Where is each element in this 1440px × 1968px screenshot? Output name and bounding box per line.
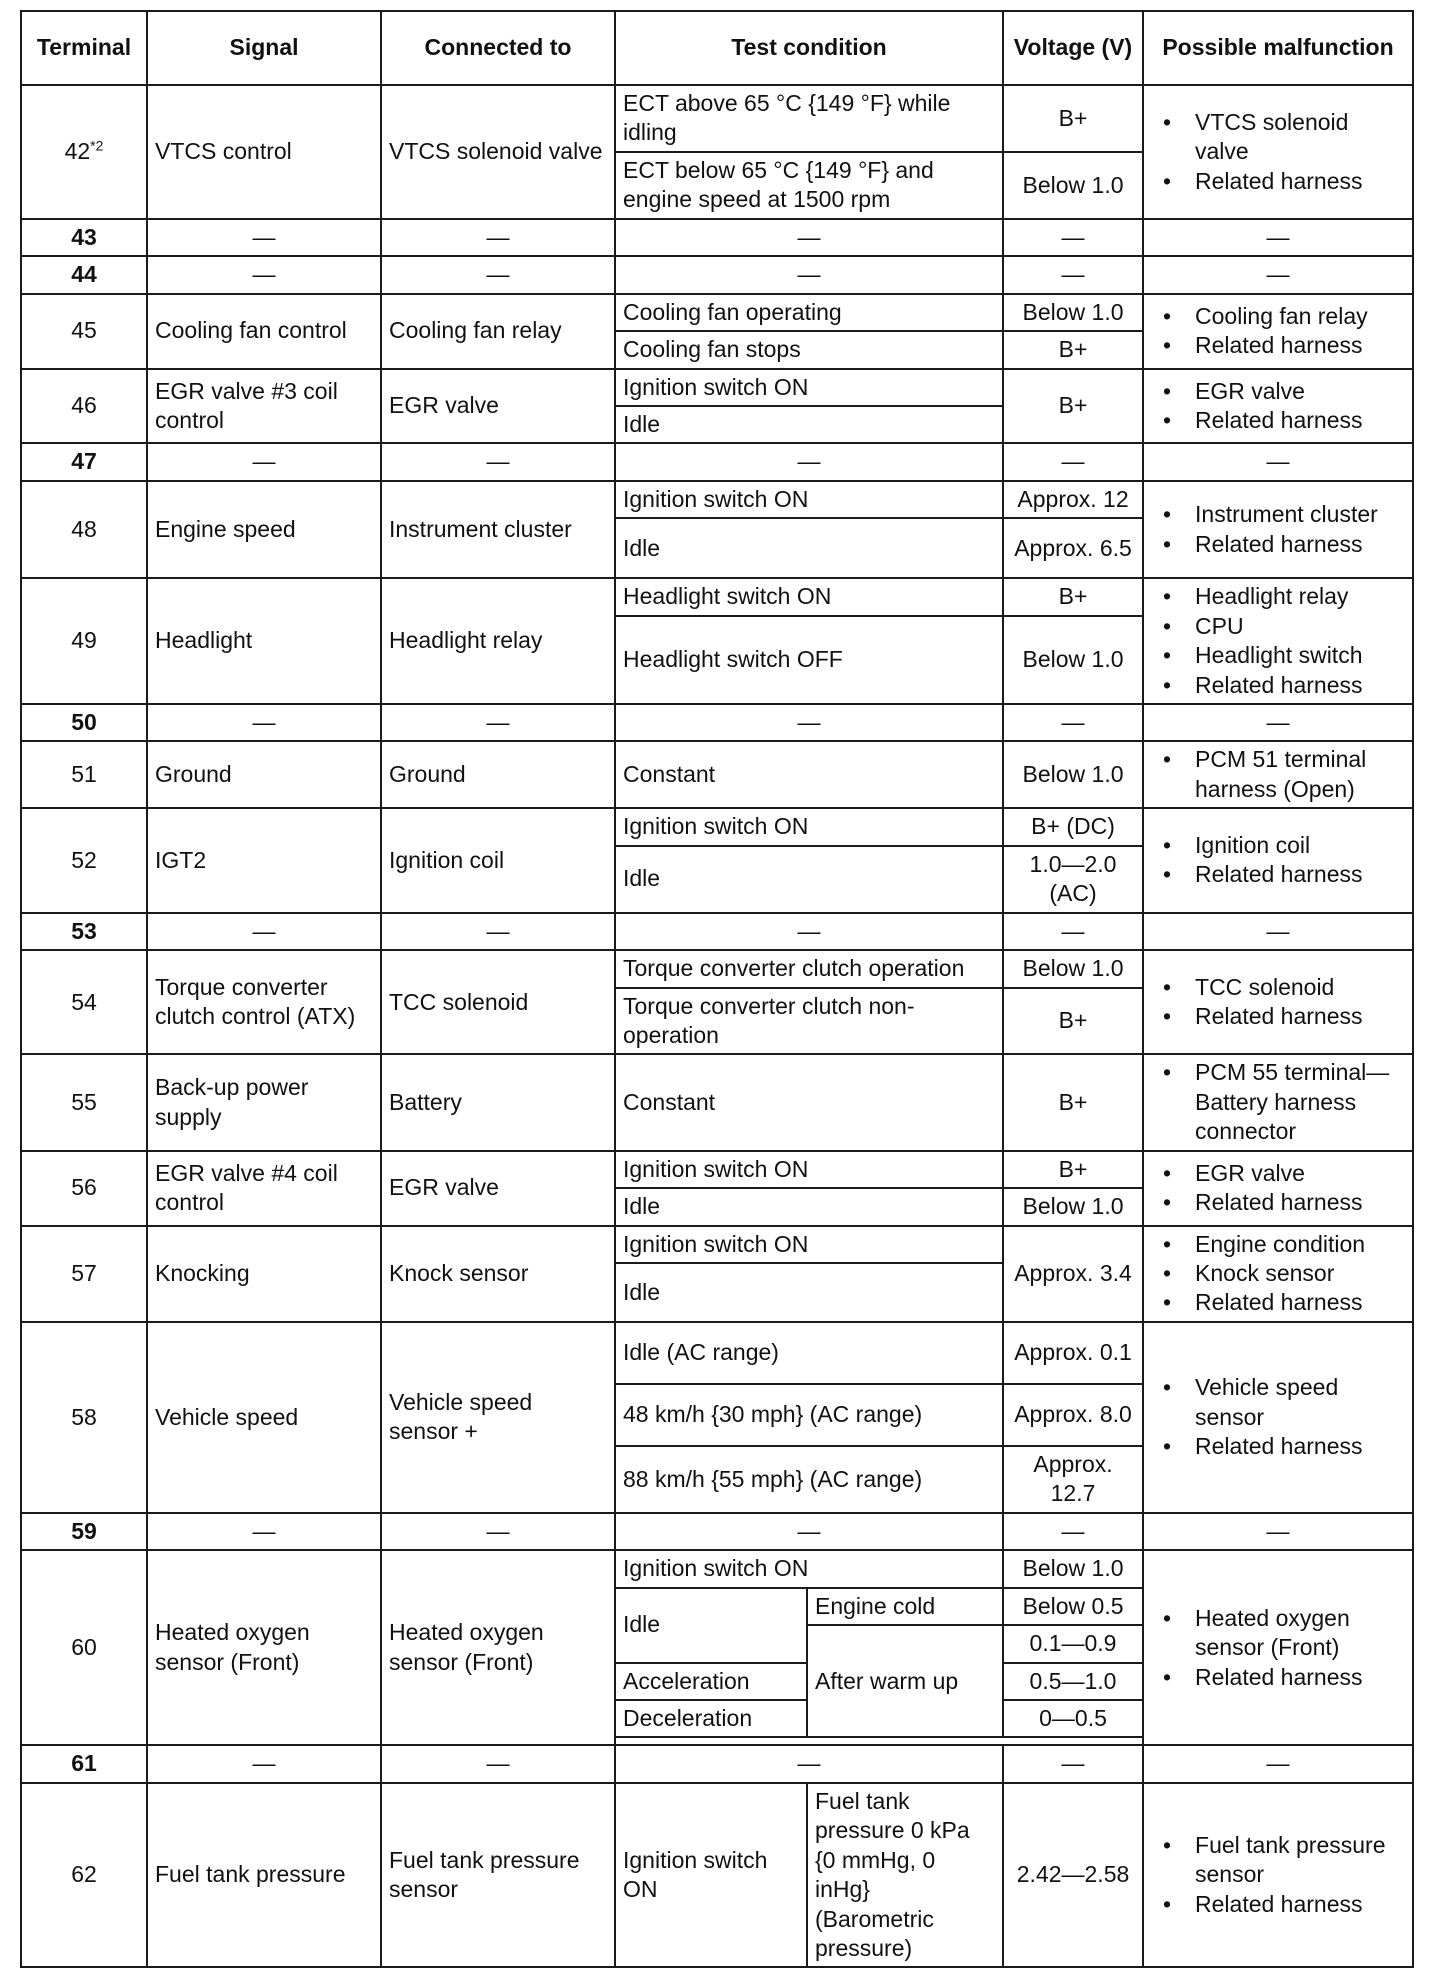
list-item: • Related harness <box>1195 671 1405 700</box>
voltage-cell: 0.1—0.9 <box>1003 1625 1143 1662</box>
header-row <box>21 11 1413 85</box>
empty-dash: — <box>1143 256 1413 293</box>
header-connected-to: Connected to <box>381 11 615 85</box>
malfunction-cell <box>1143 1226 1413 1322</box>
empty-dash: — <box>1003 443 1143 480</box>
voltage-cell: B+ (DC) <box>1003 808 1143 845</box>
voltage-cell: Approx. 0.1 <box>1003 1322 1143 1384</box>
signal-cell: Headlight <box>147 578 381 704</box>
empty-dash: — <box>147 219 381 256</box>
terminal-cell: 53 <box>21 913 147 950</box>
empty-dash: — <box>1003 913 1143 950</box>
voltage-cell: 0—0.5 <box>1003 1700 1143 1737</box>
signal-cell: Knocking <box>147 1226 381 1322</box>
terminal-cell: 54 <box>21 950 147 1054</box>
connected-cell: Knock sensor <box>381 1226 615 1322</box>
empty-dash: — <box>381 1745 615 1782</box>
signal-cell: Engine speed <box>147 481 381 578</box>
list-item: • Engine condition <box>1195 1230 1405 1259</box>
empty-dash: — <box>615 913 1003 950</box>
voltage-cell: Below 1.0 <box>1003 1550 1143 1587</box>
empty-dash: — <box>615 219 1003 256</box>
malfunction-cell <box>1143 1151 1413 1226</box>
condition-cell: Ignition switch ON <box>615 808 1003 845</box>
list-item: • Ignition coil <box>1195 831 1405 860</box>
terminal-cell: 47 <box>21 443 147 480</box>
connected-cell: Battery <box>381 1054 615 1150</box>
empty-dash: — <box>381 913 615 950</box>
signal-cell: Ground <box>147 741 381 808</box>
empty-dash: — <box>1143 913 1413 950</box>
condition-cell: Constant <box>615 741 1003 808</box>
malfunction-cell <box>1143 950 1413 1054</box>
condition-sub-cell: Fuel tank pressure 0 kPa {0 mmHg, 0 inHg} (Barometric pressure) <box>807 1783 1003 1968</box>
table-row <box>21 443 1413 480</box>
table-row <box>21 85 1413 152</box>
list-item: • Vehicle speed sensor <box>1195 1373 1405 1432</box>
header-possible-malfunction: Possible malfunction <box>1143 11 1413 85</box>
voltage-cell: 1.0—2.0 (AC) <box>1003 846 1143 913</box>
empty-dash: — <box>147 1745 381 1782</box>
list-item: • TCC solenoid <box>1195 973 1405 1002</box>
terminal-cell: 49 <box>21 578 147 704</box>
condition-cell: Idle <box>615 518 1003 578</box>
terminal-cell: 58 <box>21 1322 147 1513</box>
condition-cell: Idle <box>615 1188 1003 1225</box>
voltage-cell: B+ <box>1003 1151 1143 1188</box>
list-item: • Related harness <box>1195 1663 1405 1692</box>
list-item: • Related harness <box>1195 1432 1405 1461</box>
terminal-cell: 48 <box>21 481 147 578</box>
empty-dash: — <box>381 1513 615 1550</box>
signal-cell: VTCS control <box>147 85 381 219</box>
list-item: • PCM 51 terminal harness (Open) <box>1195 745 1405 804</box>
list-item: • Related harness <box>1195 860 1405 889</box>
terminal-cell: 52 <box>21 808 147 912</box>
empty-dash: — <box>381 219 615 256</box>
connected-cell: EGR valve <box>381 369 615 444</box>
voltage-cell: Below 1.0 <box>1003 294 1143 331</box>
empty-dash: — <box>615 443 1003 480</box>
table-row <box>21 808 1413 845</box>
list-item: • Headlight relay <box>1195 582 1405 611</box>
voltage-cell: Below 1.0 <box>1003 616 1143 704</box>
terminal-cell: 61 <box>21 1745 147 1782</box>
terminal-cell: 42$^{*2}$ <box>21 85 147 219</box>
list-item: • VTCS solenoid valve <box>1195 108 1405 167</box>
list-item: • Knock sensor <box>1195 1259 1405 1288</box>
empty-dash: — <box>1003 219 1143 256</box>
signal-cell: Heated oxygen sensor (Front) <box>147 1550 381 1745</box>
list-item: • Heated oxygen sensor (Front) <box>1195 1604 1405 1663</box>
condition-cell: Idle <box>615 846 1003 913</box>
empty-dash: — <box>1003 704 1143 741</box>
connected-cell: Ignition coil <box>381 808 615 912</box>
malfunction-cell <box>1143 1550 1413 1745</box>
voltage-cell: B+ <box>1003 988 1143 1055</box>
voltage-cell: Below 1.0 <box>1003 950 1143 987</box>
table-row <box>21 704 1413 741</box>
condition-cell: Idle <box>615 1263 1003 1322</box>
malfunction-cell <box>1143 294 1413 369</box>
signal-cell: Vehicle speed <box>147 1322 381 1513</box>
list-item: • Related harness <box>1195 1002 1405 1031</box>
empty-dash: — <box>381 704 615 741</box>
signal-cell: EGR valve #4 coil control <box>147 1151 381 1226</box>
voltage-cell: B+ <box>1003 331 1143 368</box>
list-item: • EGR valve <box>1195 377 1405 406</box>
empty-dash: — <box>1143 443 1413 480</box>
table-row <box>21 578 1413 616</box>
condition-cell: Constant <box>615 1054 1003 1150</box>
connected-cell: Vehicle speed sensor + <box>381 1322 615 1513</box>
malfunction-cell <box>1143 1054 1413 1150</box>
pcm-terminal-voltage-table <box>20 10 1414 1968</box>
empty-dash: — <box>381 256 615 293</box>
condition-cell: Idle <box>615 1588 807 1663</box>
table-row <box>21 219 1413 256</box>
empty-dash: — <box>615 256 1003 293</box>
malfunction-cell <box>1143 741 1413 808</box>
voltage-cell: 0.5—1.0 <box>1003 1663 1143 1700</box>
terminal-cell: 57 <box>21 1226 147 1322</box>
list-item: • Headlight switch <box>1195 641 1405 670</box>
empty-dash: — <box>1003 1513 1143 1550</box>
table-row <box>21 1550 1413 1587</box>
malfunction-cell <box>1143 1783 1413 1968</box>
terminal-cell: 59 <box>21 1513 147 1550</box>
list-item: • Related harness <box>1195 406 1405 435</box>
voltage-cell: Below 1.0 <box>1003 1188 1143 1225</box>
condition-cell: ECT above 65 °C {149 °F} while idling <box>615 85 1003 152</box>
condition-cell: Cooling fan stops <box>615 331 1003 368</box>
voltage-cell: Approx. 6.5 <box>1003 518 1143 578</box>
malfunction-cell <box>1143 85 1413 219</box>
header-signal: Signal <box>147 11 381 85</box>
malfunction-cell <box>1143 369 1413 444</box>
signal-cell: Cooling fan control <box>147 294 381 369</box>
terminal-cell: 50 <box>21 704 147 741</box>
terminal-cell: 51 <box>21 741 147 808</box>
header-voltage: Voltage (V) <box>1003 11 1143 85</box>
terminal-cell: 60 <box>21 1550 147 1745</box>
header-terminal: Terminal <box>21 11 147 85</box>
condition-cell: 88 km/h {55 mph} (AC range) <box>615 1446 1003 1513</box>
terminal-cell: 45 <box>21 294 147 369</box>
connected-cell: Headlight relay <box>381 578 615 704</box>
condition-cell: Ignition switch ON <box>615 1226 1003 1264</box>
empty-dash: — <box>1003 1745 1143 1782</box>
table-row <box>21 913 1413 950</box>
connected-cell: Cooling fan relay <box>381 294 615 369</box>
condition-sub-cell: Engine cold <box>807 1588 1003 1625</box>
voltage-cell: B+ <box>1003 85 1143 152</box>
list-item: • Fuel tank pressure sensor <box>1195 1831 1405 1890</box>
table-row <box>21 481 1413 518</box>
table-row <box>21 256 1413 293</box>
terminal-cell: 46 <box>21 369 147 444</box>
condition-cell: Headlight switch ON <box>615 578 1003 616</box>
condition-cell: Deceleration <box>615 1700 807 1737</box>
condition-cell: Headlight switch OFF <box>615 616 1003 704</box>
empty-dash: — <box>615 1513 1003 1550</box>
table-row <box>21 1054 1413 1150</box>
empty-dash: — <box>1003 256 1143 293</box>
condition-cell: Acceleration <box>615 1663 807 1700</box>
table-row <box>21 741 1413 808</box>
condition-cell: Ignition switch ON <box>615 1550 1003 1587</box>
condition-cell: Idle (AC range) <box>615 1322 1003 1384</box>
malfunction-cell <box>1143 578 1413 704</box>
list-item: • Related harness <box>1195 530 1405 559</box>
header-test-condition: Test condition <box>615 11 1003 85</box>
condition-sub-cell: After warm up <box>807 1625 1003 1737</box>
connected-cell: Heated oxygen sensor (Front) <box>381 1550 615 1745</box>
terminal-cell: 43 <box>21 219 147 256</box>
list-item: • CPU <box>1195 612 1405 641</box>
table-row <box>21 950 1413 987</box>
empty-dash: — <box>615 704 1003 741</box>
empty-dash: — <box>147 443 381 480</box>
empty-dash: — <box>147 913 381 950</box>
empty-dash: — <box>147 1513 381 1550</box>
signal-cell: Fuel tank pressure <box>147 1783 381 1968</box>
condition-cell: Ignition switch ON <box>615 1151 1003 1188</box>
condition-cell: Cooling fan operating <box>615 294 1003 331</box>
terminal-cell: 44 <box>21 256 147 293</box>
connected-cell: EGR valve <box>381 1151 615 1226</box>
voltage-cell: Approx. 12 <box>1003 481 1143 518</box>
list-item: • Related harness <box>1195 167 1405 196</box>
signal-cell: EGR valve #3 coil control <box>147 369 381 444</box>
malfunction-cell <box>1143 808 1413 912</box>
condition-cell: Ignition switch ON <box>615 481 1003 518</box>
spec-table-container <box>20 10 1412 1968</box>
condition-cell: 48 km/h {30 mph} (AC range) <box>615 1384 1003 1446</box>
connected-cell: Ground <box>381 741 615 808</box>
signal-cell: Torque converter clutch control (ATX) <box>147 950 381 1054</box>
table-row <box>21 294 1413 331</box>
table-row <box>21 1151 1413 1188</box>
table-row <box>21 369 1413 406</box>
empty-dash: — <box>1143 704 1413 741</box>
empty-dash: — <box>147 256 381 293</box>
empty-dash: — <box>1143 219 1413 256</box>
voltage-cell: Below 1.0 <box>1003 152 1143 219</box>
spacer-cell <box>615 1737 1143 1745</box>
list-item: • Related harness <box>1195 1188 1405 1217</box>
table-row <box>21 1322 1413 1384</box>
table-row <box>21 1226 1413 1264</box>
voltage-cell: 2.42—2.58 <box>1003 1783 1143 1968</box>
empty-dash: — <box>1143 1745 1413 1782</box>
empty-dash: — <box>1143 1513 1413 1550</box>
connected-cell: VTCS solenoid valve <box>381 85 615 219</box>
condition-cell: ECT below 65 °C {149 °F} and engine speed at 1500 rpm <box>615 152 1003 219</box>
list-item: • PCM 55 terminal—Battery harness connector <box>1195 1058 1405 1146</box>
connected-cell: Fuel tank pressure sensor <box>381 1783 615 1968</box>
list-item: • EGR valve <box>1195 1159 1405 1188</box>
empty-dash: — <box>147 704 381 741</box>
table-row <box>21 1513 1413 1550</box>
signal-cell: IGT2 <box>147 808 381 912</box>
list-item: • Cooling fan relay <box>1195 302 1405 331</box>
voltage-cell: Below 0.5 <box>1003 1588 1143 1625</box>
list-item: • Related harness <box>1195 1288 1405 1317</box>
malfunction-cell <box>1143 481 1413 578</box>
empty-dash: — <box>381 443 615 480</box>
malfunction-cell <box>1143 1322 1413 1513</box>
condition-cell: Ignition switch ON <box>615 369 1003 406</box>
terminal-cell: 56 <box>21 1151 147 1226</box>
terminal-cell: 55 <box>21 1054 147 1150</box>
condition-cell: Torque converter clutch non-operation <box>615 988 1003 1055</box>
condition-cell: Idle <box>615 406 1003 443</box>
connected-cell: TCC solenoid <box>381 950 615 1054</box>
voltage-cell: Approx. 3.4 <box>1003 1226 1143 1322</box>
empty-dash: — <box>615 1745 1003 1782</box>
voltage-cell: B+ <box>1003 1054 1143 1150</box>
table-row <box>21 1745 1413 1782</box>
voltage-cell: B+ <box>1003 578 1143 616</box>
list-item: • Related harness <box>1195 1890 1405 1919</box>
voltage-cell: B+ <box>1003 369 1143 444</box>
voltage-cell: Below 1.0 <box>1003 741 1143 808</box>
list-item: • Related harness <box>1195 331 1405 360</box>
signal-cell: Back-up power supply <box>147 1054 381 1150</box>
condition-cell: Torque converter clutch operation <box>615 950 1003 987</box>
table-row <box>21 1783 1413 1968</box>
terminal-cell: 62 <box>21 1783 147 1968</box>
voltage-cell: Approx. 12.7 <box>1003 1446 1143 1513</box>
voltage-cell: Approx. 8.0 <box>1003 1384 1143 1446</box>
condition-cell: Ignition switch ON <box>615 1783 807 1968</box>
connected-cell: Instrument cluster <box>381 481 615 578</box>
list-item: • Instrument cluster <box>1195 500 1405 529</box>
